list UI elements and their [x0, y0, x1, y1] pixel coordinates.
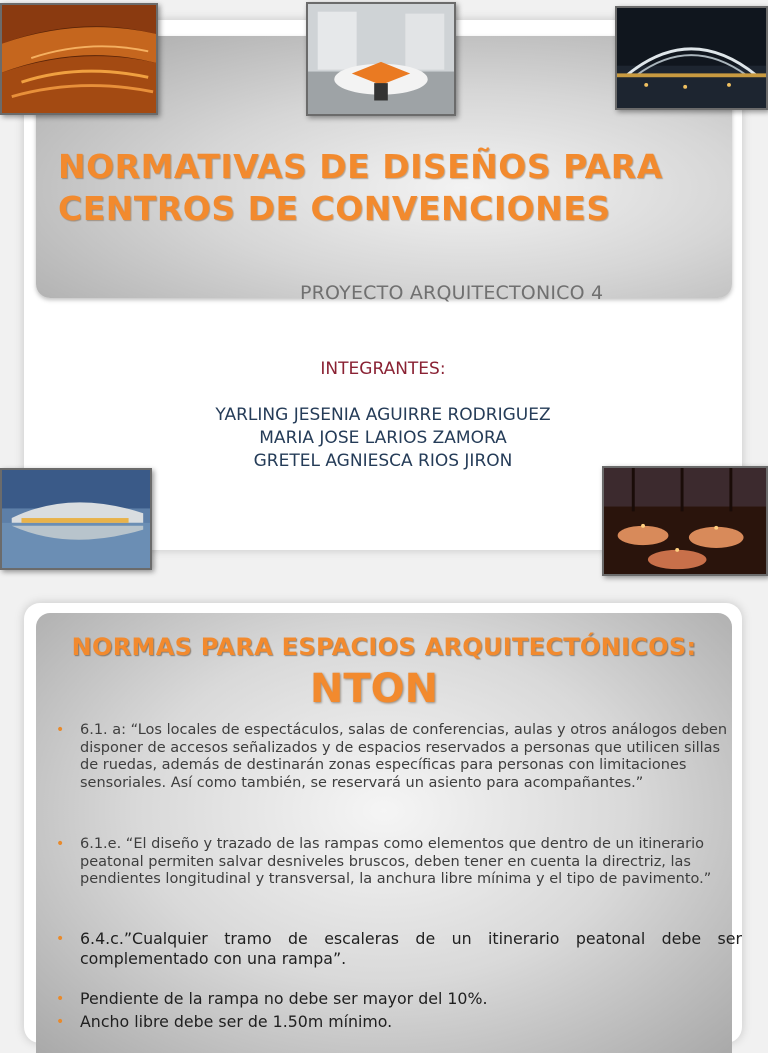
subtitle: PROYECTO ARQUITECTONICO 4 [300, 282, 604, 304]
member-name: YARLING JESENIA AGUIRRE RODRIGUEZ [215, 405, 551, 425]
bridge-night-photo [615, 6, 768, 110]
members-list [24, 404, 742, 473]
norms-title: NORMAS PARA ESPACIOS ARQUITECTÓNICOS: [71, 633, 697, 661]
list-item [56, 722, 736, 792]
list-item [56, 989, 736, 1009]
waterfront-building-photo [0, 468, 152, 570]
concert-hall-photo [0, 3, 158, 115]
banquet-hall-photo [602, 466, 768, 576]
list-item-text: • Pendiente de la rampa no debe ser mayor del 10%. [80, 989, 488, 1008]
office-interior-photo [306, 2, 456, 116]
list-item [56, 1012, 736, 1032]
member-name: MARIA JOSE LARIOS ZAMORA [259, 428, 507, 448]
list-item [56, 836, 736, 889]
list-item-text: • Ancho libre debe ser de 1.50m mínimo. [80, 1012, 393, 1031]
list-item-text: • 6.1. a: “Los locales de espectáculos, salas de conferencias, aulas y otros análogos deben disponer de accesos señalizados y de espacios reservados a personas que utilicen sillas de ruedas, además de destinarán zonas específicas para personas con limitaciones sensoriales. Así como también, se reservará un asiento para acompañantes.” [80, 722, 728, 791]
members-label: INTEGRANTES: [320, 359, 446, 379]
main-title: NORMATIVAS DE DISEÑOS PARA CENTROS DE CONVENCIONES [58, 147, 663, 228]
member-name: GRETEL AGNIESCA RIOS JIRON [253, 451, 513, 471]
list-item-text: • 6.1.e. “El diseño y trazado de las rampas como elementos que dentro de un itinerario peatonal permiten salvar desniveles bruscos, deben tener en cuenta la directriz, las pendientes longitudinal y transversal, la anchura libre mínima y el tipo de pavimento.” [80, 836, 712, 888]
list-item [56, 929, 742, 969]
list-item-text: • 6.4.c.”Cualquier tramo de escaleras de un itinerario peatonal debe ser complementado con una rampa”. [80, 929, 742, 968]
norms-subtitle: NTON [309, 666, 439, 712]
